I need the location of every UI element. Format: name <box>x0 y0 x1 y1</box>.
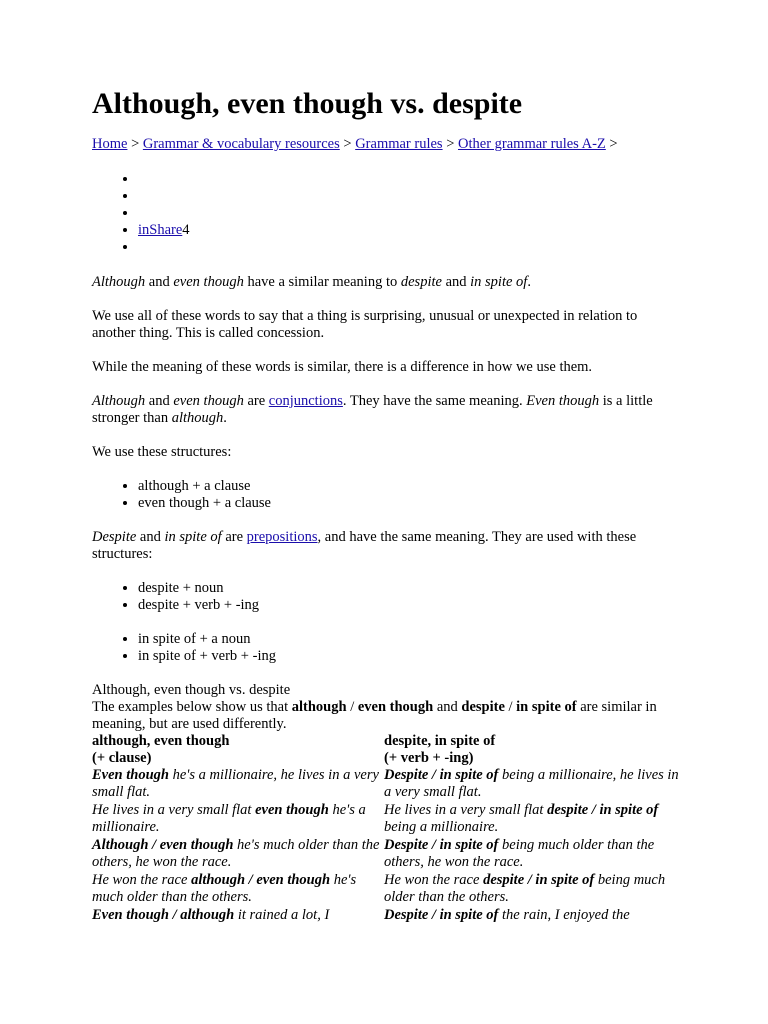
table-intro <box>92 699 680 733</box>
text: being a millionaire. <box>384 819 499 835</box>
share-item-empty <box>138 188 680 205</box>
table-header-row <box>92 733 680 767</box>
inshare-link[interactable]: inShare <box>138 222 183 238</box>
text: . <box>527 274 531 290</box>
table-cell <box>384 872 680 907</box>
keyword: Despite / in spite of <box>384 837 499 853</box>
table-row <box>92 837 680 872</box>
term-although: Although <box>92 393 146 409</box>
text: being much older than the others, he won the race. <box>384 837 655 870</box>
text: and <box>145 274 174 290</box>
text: . <box>223 410 227 426</box>
text: are <box>243 393 269 409</box>
term-in-spite-of: in spite of <box>164 529 222 545</box>
header-line: although, even though <box>92 733 230 749</box>
header-line: (+ verb + -ing) <box>384 750 474 766</box>
text: being much older than the others. <box>384 872 666 905</box>
paragraph-similar-meaning <box>92 274 680 291</box>
table-cell <box>92 907 384 925</box>
paragraph-structures: We use these structures: <box>92 444 232 460</box>
share-item-inshare <box>138 222 680 239</box>
term-although: Although <box>92 274 146 290</box>
list-item: • in spite of + a noun <box>138 631 680 648</box>
table-cell <box>384 802 680 837</box>
table-cell <box>92 837 384 872</box>
prepositions-link[interactable]: prepositions <box>246 529 318 545</box>
paragraph-concession: We use all of these words to say that a thing is surprising, unusual or unexpected in relation to another thing. This is called concession. <box>92 308 638 341</box>
list-item: • despite + noun <box>138 580 680 597</box>
term-despite: despite <box>461 699 505 715</box>
term-even-though: even though <box>173 274 244 290</box>
list-item: • in spite of + verb + -ing <box>138 648 680 665</box>
text: he's a millionaire, he lives in a very small flat. <box>92 767 379 800</box>
breadcrumb <box>92 136 680 153</box>
table-cell <box>92 872 384 907</box>
text: are similar in meaning, but are used differently. <box>92 699 657 732</box>
text: have a similar meaning to <box>243 274 401 290</box>
table-row <box>92 767 680 802</box>
table-cell <box>92 802 384 837</box>
keyword: although / even though <box>191 872 331 888</box>
table-cell <box>384 767 680 802</box>
inshare-count: 4 <box>182 222 190 238</box>
text: he's much older than the others. <box>92 872 357 905</box>
breadcrumb-home-link[interactable]: Home <box>92 136 128 152</box>
term-despite: Despite <box>92 529 137 545</box>
text: it rained a lot, I <box>234 907 330 923</box>
table-row <box>92 802 680 837</box>
breadcrumb-separator: > <box>131 136 143 152</box>
conjunctions-link[interactable]: conjunctions <box>268 393 343 409</box>
table-row <box>92 872 680 907</box>
text: he's much older than the others, he won the race. <box>92 837 380 870</box>
table-cell <box>92 767 384 802</box>
comparison-table <box>92 733 680 925</box>
table-header-cell <box>384 733 680 767</box>
breadcrumb-separator: > <box>446 136 459 152</box>
list-item: • despite + verb + -ing <box>138 597 680 614</box>
paragraph-difference: While the meaning of these words is similar, there is a difference in how we use them. <box>92 359 593 375</box>
text: The examples below show us that <box>92 699 292 715</box>
text: the rain, I enjoyed the <box>498 907 630 923</box>
keyword: Despite / in spite of <box>384 767 499 783</box>
article <box>92 86 680 925</box>
text: and <box>433 699 462 715</box>
share-item-empty <box>138 239 680 256</box>
table-cell <box>384 907 680 925</box>
term-although: although <box>171 410 224 426</box>
breadcrumb-grammar-vocabulary-link[interactable]: Grammar & vocabulary resources <box>142 136 340 152</box>
term-even-though: Even though <box>526 393 600 409</box>
term-in-spite-of: in spite of <box>516 699 577 715</box>
keyword: even though <box>255 802 329 818</box>
share-list <box>92 171 680 256</box>
text: and <box>136 529 165 545</box>
breadcrumb-separator: > <box>609 136 618 152</box>
term-in-spite-of: in spite of <box>470 274 528 290</box>
term-even-though: even though <box>357 699 434 715</box>
header-line: despite, in spite of <box>384 733 496 749</box>
table-cell <box>384 837 680 872</box>
text: and <box>145 393 174 409</box>
term-although: although <box>291 699 347 715</box>
breadcrumb-separator: > <box>343 136 356 152</box>
table-header-cell <box>92 733 384 767</box>
structure-list-in-spite-of <box>92 631 680 665</box>
share-item-empty <box>138 205 680 222</box>
term-despite: despite <box>400 274 442 290</box>
term-even-though: even though <box>173 393 244 409</box>
text: are <box>221 529 247 545</box>
structure-list-conjunctions <box>92 478 680 512</box>
list-item: • even though + a clause <box>138 495 680 512</box>
table-caption: Although, even though vs. despite <box>92 682 291 698</box>
page-title: Although, even though vs. despite <box>92 87 523 120</box>
text: He lives in a very small flat <box>384 802 548 818</box>
keyword: Even though / although <box>92 907 235 923</box>
paragraph-conjunctions <box>92 393 680 427</box>
text: and <box>441 274 471 290</box>
structure-list-despite <box>92 580 680 614</box>
text: / <box>504 699 517 715</box>
text: . They have the same meaning. <box>342 393 527 409</box>
text: being a millionaire, he lives in a very small flat. <box>384 767 679 800</box>
share-item-empty <box>138 171 680 188</box>
keyword: Although / even though <box>92 837 234 853</box>
breadcrumb-grammar-rules-link[interactable]: Grammar rules <box>355 136 443 152</box>
text: He won the race <box>384 872 484 888</box>
text: , and have the same meaning. They are used with these structures: <box>92 529 637 562</box>
breadcrumb-other-rules-link[interactable]: Other grammar rules A-Z <box>458 136 606 152</box>
text: He won the race <box>92 872 192 888</box>
keyword: despite / in spite of <box>547 802 659 818</box>
text: He lives in a very small flat <box>92 802 256 818</box>
table-row <box>92 907 680 925</box>
text: / <box>346 699 358 715</box>
keyword: Even though <box>92 767 169 783</box>
header-line: (+ clause) <box>92 750 152 766</box>
keyword: Despite / in spite of <box>384 907 499 923</box>
keyword: despite / in spite of <box>483 872 595 888</box>
list-item: • although + a clause <box>138 478 680 495</box>
text: he's a millionaire. <box>92 802 366 835</box>
paragraph-prepositions <box>92 529 680 563</box>
text: is a little stronger than <box>92 393 653 426</box>
